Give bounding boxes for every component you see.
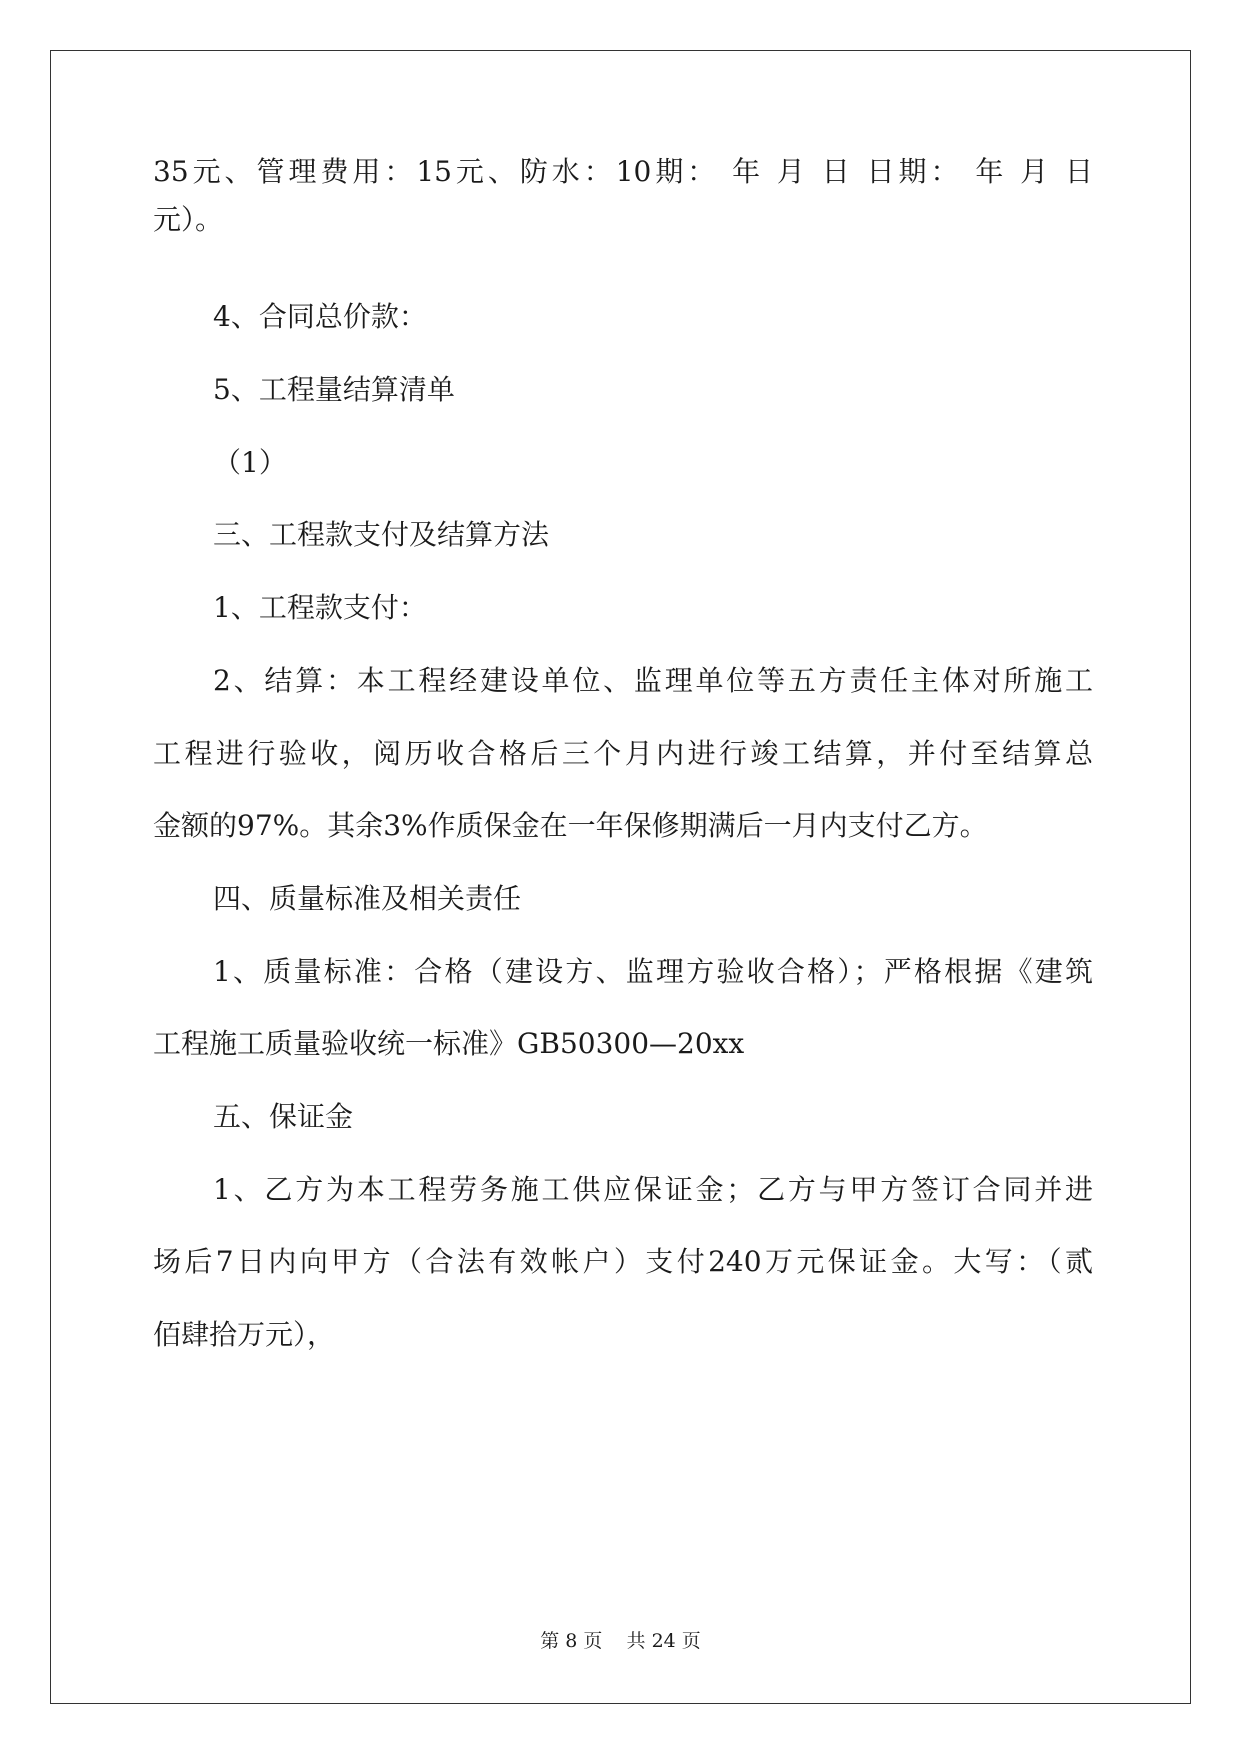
- contract-line-fees: 35元、管理费用：15元、防水：10期： 年 月 日 日期： 年 月 日: [153, 155, 1093, 188]
- clause-3-1-payment: 1、工程款支付：: [213, 591, 427, 624]
- clause-3-2-settlement-end: 金额的97%。其余3%作质保金在一年保修期满后一月内支付乙方。: [153, 809, 988, 842]
- clause-4-1-quality-standard-cont: 工程施工质量验收统一标准》GB50300—20xx: [153, 1027, 745, 1060]
- list-item-1: （1）: [213, 446, 287, 479]
- clause-5-1-deposit-end: 佰肆拾万元），: [153, 1318, 336, 1351]
- clause-5-1-deposit-cont: 场后7日内向甲方（合法有效帐户）支付240万元保证金。大写：（贰: [153, 1245, 1093, 1278]
- section-5-heading: 五、保证金: [213, 1100, 354, 1133]
- section-4-heading: 四、质量标准及相关责任: [213, 882, 522, 915]
- page-number-footer: 第 8 页 共 24 页: [540, 1630, 701, 1652]
- contract-line-fees-end: 元）。: [153, 203, 224, 236]
- clause-4-total-price: 4、合同总价款：: [213, 300, 427, 333]
- clause-3-2-settlement-cont: 工程进行验收，阅历收合格后三个月内进行竣工结算，并付至结算总: [153, 737, 1093, 770]
- clause-5-1-deposit: 1、乙方为本工程劳务施工供应保证金；乙方与甲方签订合同并进: [213, 1173, 1093, 1206]
- clause-4-1-quality-standard: 1、质量标准：合格（建设方、监理方验收合格）；严格根据《建筑: [213, 955, 1093, 988]
- clause-5-settlement-list: 5、工程量结算清单: [213, 373, 455, 406]
- clause-3-2-settlement: 2、结算：本工程经建设单位、监理单位等五方责任主体对所施工: [213, 664, 1093, 697]
- section-3-heading: 三、工程款支付及结算方法: [213, 518, 550, 551]
